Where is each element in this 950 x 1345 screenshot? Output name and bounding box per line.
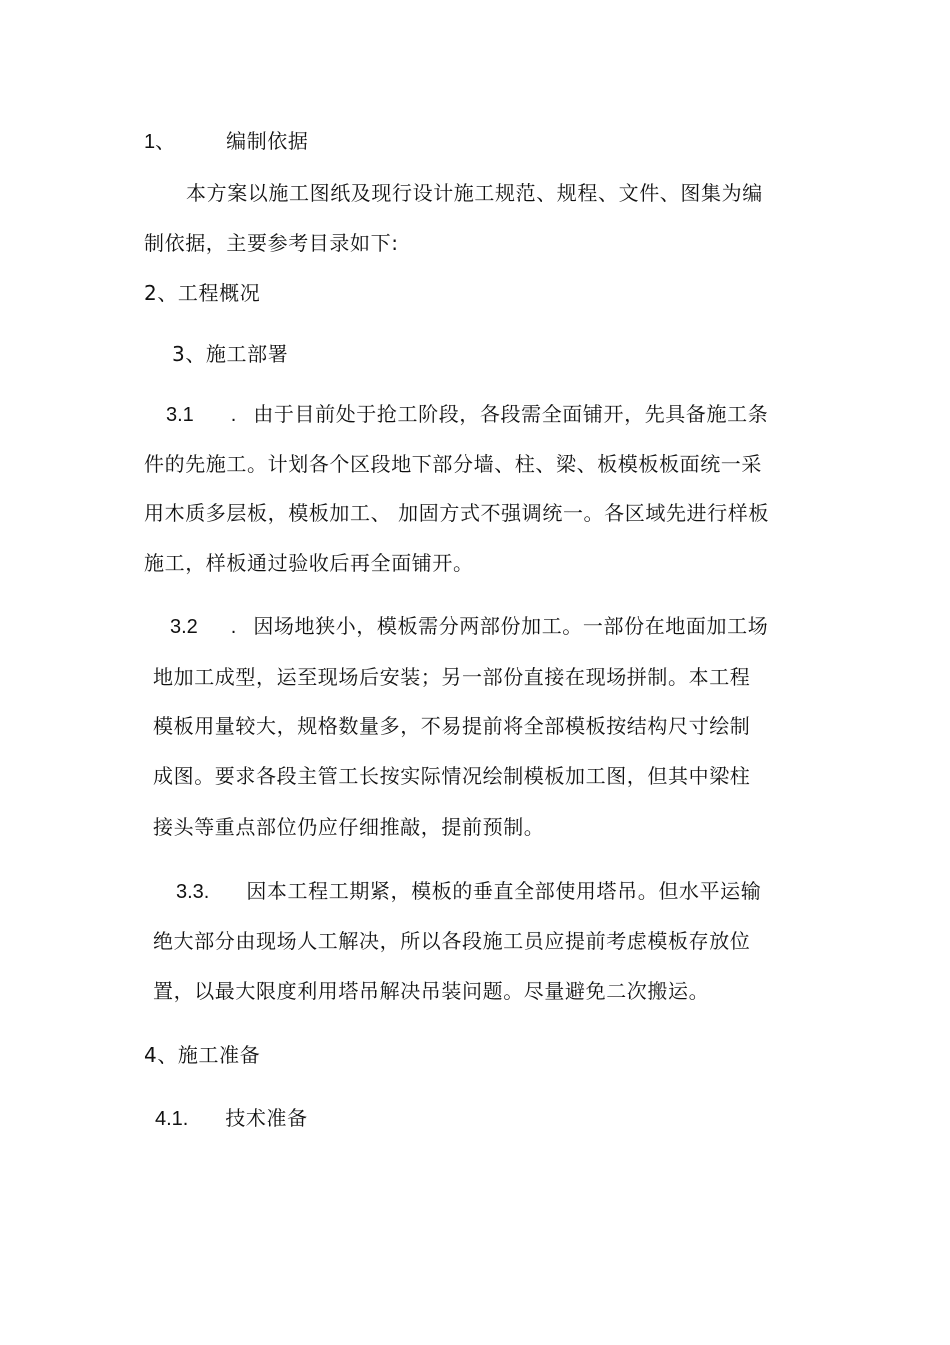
item-3-3-line-2: 绝大部分由现场人工解决，所以各段施工员应提前考虑模板存放位 (153, 929, 751, 953)
subsection-4-1-number: 4.1. (155, 1108, 189, 1130)
item-3-2-line-4: 成图。要求各段主管工长按实际情况绘制模板加工图，但其中梁柱 (153, 764, 751, 788)
section-4-heading: 4、施工准备 (144, 1043, 261, 1067)
item-3-1-first-line (166, 402, 768, 427)
section-1-number: 1、 (144, 131, 176, 153)
item-3-2-line-3: 模板用量较大，规格数量多，不易提前将全部模板按结构尺寸绘制 (153, 714, 751, 738)
item-3-3-line-1: 因本工程工期紧，模板的垂直全部使用塔吊。但水平运输 (246, 879, 762, 903)
item-3-3-first-line (176, 879, 761, 904)
item-3-1-number: 3.1 (166, 404, 194, 426)
subsection-4-1-title: 技术准备 (225, 1106, 308, 1130)
subsection-4-1 (155, 1106, 308, 1131)
item-3-3-number: 3.3. (176, 881, 210, 903)
section-2-heading: 2、工程概况 (144, 281, 261, 305)
item-3-1-line-4: 施工，样板通过验收后再全面铺开。 (144, 551, 474, 575)
item-3-2-line-1: 因场地狭小，模板需分两部份加工。一部份在地面加工场 (253, 614, 769, 638)
section-3-heading: 3、施工部署 (172, 342, 289, 366)
item-3-2-line-2: 地加工成型，运至现场后安装；另一部份直接在现场拼制。本工程 (153, 665, 751, 689)
item-3-2-number: 3.2 (170, 616, 198, 638)
item-3-2-line-5: 接头等重点部位仍应仔细推敲，提前预制。 (153, 815, 545, 839)
item-3-1-line-3: 用木质多层板，模板加工、 加固方式不强调统一。各区域先进行样板 (144, 501, 769, 525)
section-1-heading (144, 129, 309, 154)
section-1-paragraph-line-1: 本方案以施工图纸及现行设计施工规范、规程、文件、图集为编 (186, 181, 763, 205)
item-3-1-line-2: 件的先施工。计划各个区段地下部分墙、柱、梁、板模板板面统一采 (144, 452, 762, 476)
item-3-1-dot: . (230, 404, 237, 426)
item-3-2-first-line (170, 614, 768, 639)
item-3-1-line-1: 由于目前处于抢工阶段，各段需全面铺开，先具备施工条 (253, 402, 769, 426)
section-1-title: 编制依据 (226, 129, 309, 153)
item-3-3-line-3: 置，以最大限度利用塔吊解决吊装问题。尽量避免二次搬运。 (153, 979, 710, 1003)
item-3-2-dot: . (230, 616, 237, 638)
section-1-paragraph-line-2: 制依据，主要参考目录如下: (144, 231, 399, 255)
